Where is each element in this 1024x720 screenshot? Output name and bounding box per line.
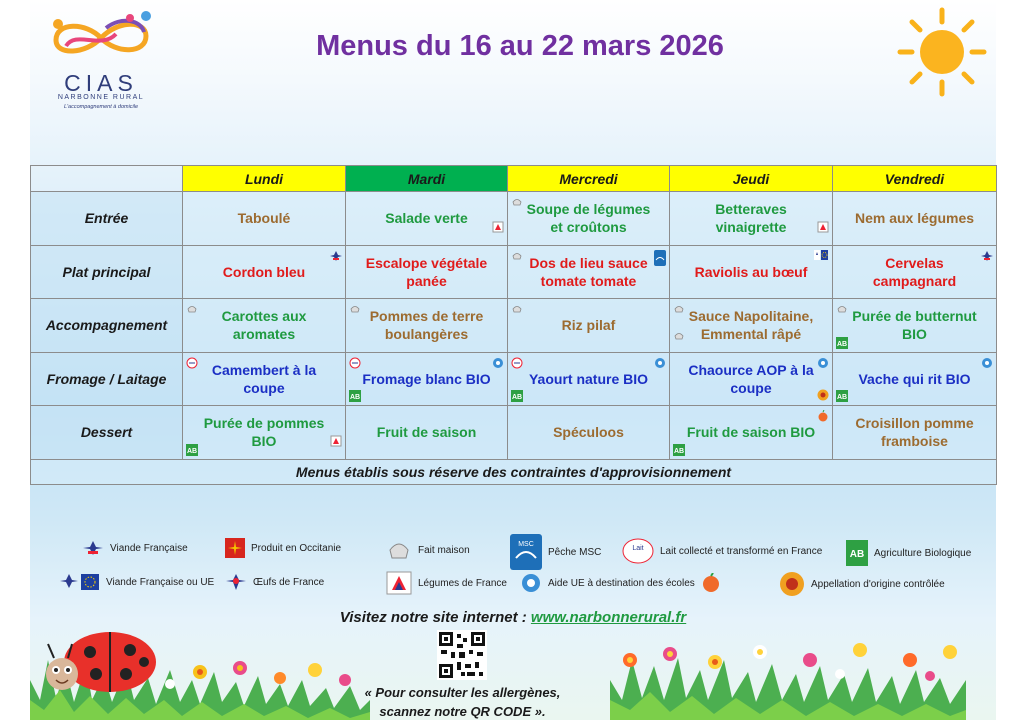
dish: Fromage blanc BIO <box>362 370 491 387</box>
menu-cell <box>670 406 833 460</box>
dish: Chaource AOP à la coupe <box>688 361 814 396</box>
legend-bio <box>846 540 971 566</box>
legumes-france-icon <box>330 435 342 447</box>
dish: Escalope végétale panée <box>365 254 488 289</box>
menu-cell <box>346 245 508 299</box>
fait-maison-icon <box>349 303 361 315</box>
supply-notice: Menus établis sous réserve des contraintes d'approvisionnement <box>31 459 997 484</box>
dish: Dos de lieu sauce tomate tomate <box>529 254 648 289</box>
svg-text:AB: AB <box>849 549 865 560</box>
qr-note-line-2: scannez notre QR CODE ». <box>379 704 546 719</box>
svg-text:AB: AB <box>511 394 523 401</box>
dish: Nem aux légumes <box>854 210 975 227</box>
row-fromage-laitage <box>31 352 997 406</box>
legend-label: Agriculture Biologique <box>874 547 972 559</box>
qr-code[interactable] <box>437 630 487 680</box>
left-margin <box>0 0 30 720</box>
row-label: Dessert <box>31 406 183 460</box>
fait-maison-icon <box>511 196 523 208</box>
menu-cell <box>183 406 346 460</box>
agriculture-bio-icon <box>836 337 848 349</box>
fait-maison-icon <box>186 303 198 315</box>
legend-label: Appellation d'origine contrôlée <box>811 578 945 590</box>
day-header: Mercredi <box>508 166 670 192</box>
svg-text:AB: AB <box>836 394 848 401</box>
aoc-icon <box>779 571 805 597</box>
row-plat-principal <box>31 245 997 299</box>
legend-viande-ue <box>60 573 214 591</box>
day-header: Mardi <box>346 166 508 192</box>
row-dessert <box>31 406 997 460</box>
peche-msc-icon <box>510 534 542 570</box>
svg-text:AB: AB <box>673 447 685 455</box>
row-label: Accompagnement <box>31 299 183 353</box>
menu-cell <box>833 352 997 406</box>
menu-cell <box>833 245 997 299</box>
agriculture-bio-icon <box>673 444 685 456</box>
menu-cell <box>670 192 833 246</box>
qr-note-line-1: « Pour consulter les allergènes, <box>364 685 561 700</box>
website-line <box>30 609 996 626</box>
fait-maison-icon <box>386 538 412 562</box>
sun-icon <box>896 6 988 98</box>
viande-francaise-icon <box>981 250 993 262</box>
logo-infinity-icon <box>46 10 156 62</box>
dish: Cervelas campagnard <box>872 254 957 289</box>
legend-label: Pêche MSC <box>548 546 602 558</box>
lait-france-icon <box>186 357 198 369</box>
agriculture-bio-icon <box>836 390 848 402</box>
dish: Purée de butternut BIO <box>852 308 977 343</box>
viande-francaise-icon <box>82 540 104 556</box>
legend-peche-msc <box>510 534 601 570</box>
agriculture-bio-icon <box>846 540 868 566</box>
viande-ue-icon <box>60 573 100 591</box>
legend-label: Lait collecté et transformé en France <box>660 545 823 557</box>
fait-maison-icon <box>673 303 685 315</box>
fait-maison-icon <box>511 250 523 262</box>
row-entree <box>31 192 997 246</box>
dish: Fruit de saison <box>376 424 477 441</box>
legumes-france-icon <box>386 571 412 595</box>
legend-label: Viande Française ou UE <box>106 576 215 588</box>
svg-text:AB: AB <box>186 447 198 455</box>
dish: Vache qui rit BIO <box>858 370 971 387</box>
logo-name: CIAS <box>64 70 138 96</box>
legend-occitanie <box>225 538 341 558</box>
peche-msc-icon <box>654 250 666 266</box>
page-title: Menus du 16 au 22 mars 2026 <box>316 30 724 62</box>
menu-cell <box>670 245 833 299</box>
menu-cell <box>670 299 833 353</box>
row-label: Fromage / Laitage <box>31 352 183 406</box>
dish: Soupe de légumes et croûtons <box>526 201 651 236</box>
corner-cell <box>31 166 183 192</box>
lait-france-icon <box>622 538 654 564</box>
legend-lait <box>622 538 822 564</box>
dish-sauce: Sauce Napolitaine, Emmental râpé <box>688 308 814 343</box>
fait-maison-icon <box>673 330 685 342</box>
row-label: Entrée <box>31 192 183 246</box>
menu-cell <box>833 299 997 353</box>
menu-cell <box>183 245 346 299</box>
menu-cell <box>508 352 670 406</box>
aide-ue-icon <box>520 573 542 593</box>
aide-ue-icon <box>654 357 666 369</box>
logo-tagline: L'accompagnement à domicile <box>63 104 139 110</box>
agriculture-bio-icon <box>349 390 361 402</box>
ladybug-illustration <box>38 624 163 704</box>
aide-ue-icon <box>492 357 504 369</box>
aoc-icon <box>817 389 829 401</box>
day-header: Jeudi <box>670 166 833 192</box>
website-prefix: Visitez notre site internet : <box>339 609 531 626</box>
website-link[interactable]: www.narbonnerural.fr <box>530 609 687 626</box>
menu-cell <box>833 406 997 460</box>
occitanie-icon <box>225 538 245 558</box>
menu-cell <box>508 406 670 460</box>
dish: Fruit de saison BIO <box>686 424 816 441</box>
svg-text:AB: AB <box>836 340 848 348</box>
viande-francaise-icon <box>330 250 342 262</box>
dish: Camembert à la coupe <box>211 361 317 396</box>
menu-cell <box>346 299 508 353</box>
dish: Pommes de terre boulangères <box>369 308 484 343</box>
legend-fait-maison <box>386 538 470 562</box>
dish: Riz pilaf <box>561 317 616 334</box>
svg-text:AB: AB <box>349 394 361 401</box>
dish: Betteraves vinaigrette <box>715 201 787 236</box>
legend-aide-ue <box>520 573 721 593</box>
lait-france-icon <box>349 357 361 369</box>
dish: Carottes aux aromates <box>221 308 307 343</box>
legend-label: Fait maison <box>418 544 470 556</box>
menu-cell <box>508 245 670 299</box>
aide-ue-icon <box>981 357 993 369</box>
dish: Purée de pommes BIO <box>203 415 325 450</box>
oeufs-france-icon <box>225 573 247 591</box>
day-header: Vendredi <box>833 166 997 192</box>
dish: Yaourt nature BIO <box>528 370 649 387</box>
legend-label: Légumes de France <box>418 577 507 589</box>
viande-ue-icon <box>813 250 829 260</box>
legumes-france-icon <box>492 221 504 233</box>
dish: Salade verte <box>385 210 468 227</box>
dish <box>689 308 813 342</box>
dish: Raviolis au bœuf <box>694 263 808 280</box>
legend-label: Aide UE à destination des écoles <box>548 577 695 589</box>
menu-cell <box>670 352 833 406</box>
menu-cell <box>346 352 508 406</box>
menu-cell <box>183 352 346 406</box>
menu-cell <box>346 192 508 246</box>
dish: Croisillon pomme framboise <box>855 415 974 450</box>
dish: Spéculoos <box>553 424 624 441</box>
fait-maison-icon <box>511 303 523 315</box>
dish: Taboulé <box>237 210 291 227</box>
menu-table <box>30 165 997 485</box>
fait-maison-icon <box>836 303 848 315</box>
menu-cell <box>183 192 346 246</box>
menu-cell <box>833 192 997 246</box>
fruit-ecole-icon <box>817 410 829 422</box>
legend-label: Produit en Occitanie <box>251 542 342 554</box>
logo-subtitle: NARBONNE RURAL <box>57 94 145 101</box>
aide-ue-icon <box>817 357 829 369</box>
legend-label: Viande Française <box>110 542 188 554</box>
lait-france-icon <box>511 357 523 369</box>
row-label: Plat principal <box>31 245 183 299</box>
right-margin <box>996 0 1024 720</box>
legumes-france-icon <box>817 221 829 233</box>
grass-flowers-right <box>610 630 966 720</box>
agriculture-bio-icon <box>511 390 523 402</box>
menu-cell <box>346 406 508 460</box>
fruit-ecole-icon <box>701 573 721 593</box>
dish: Cordon bleu <box>222 263 306 280</box>
row-accompagnement <box>31 299 997 353</box>
legend-viande-fr <box>82 540 188 556</box>
legend-aoc <box>779 571 945 597</box>
legend-oeufs <box>225 573 324 591</box>
menu-cell <box>508 192 670 246</box>
legend-label: Œufs de France <box>253 576 325 588</box>
svg-text:Lait: Lait <box>632 545 644 552</box>
legend-legumes <box>386 571 507 595</box>
menu-cell <box>508 299 670 353</box>
menu-cell <box>183 299 346 353</box>
day-header: Lundi <box>183 166 346 192</box>
agriculture-bio-icon <box>186 444 198 456</box>
svg-text:MSC: MSC <box>518 541 534 548</box>
cias-logo <box>46 10 156 110</box>
